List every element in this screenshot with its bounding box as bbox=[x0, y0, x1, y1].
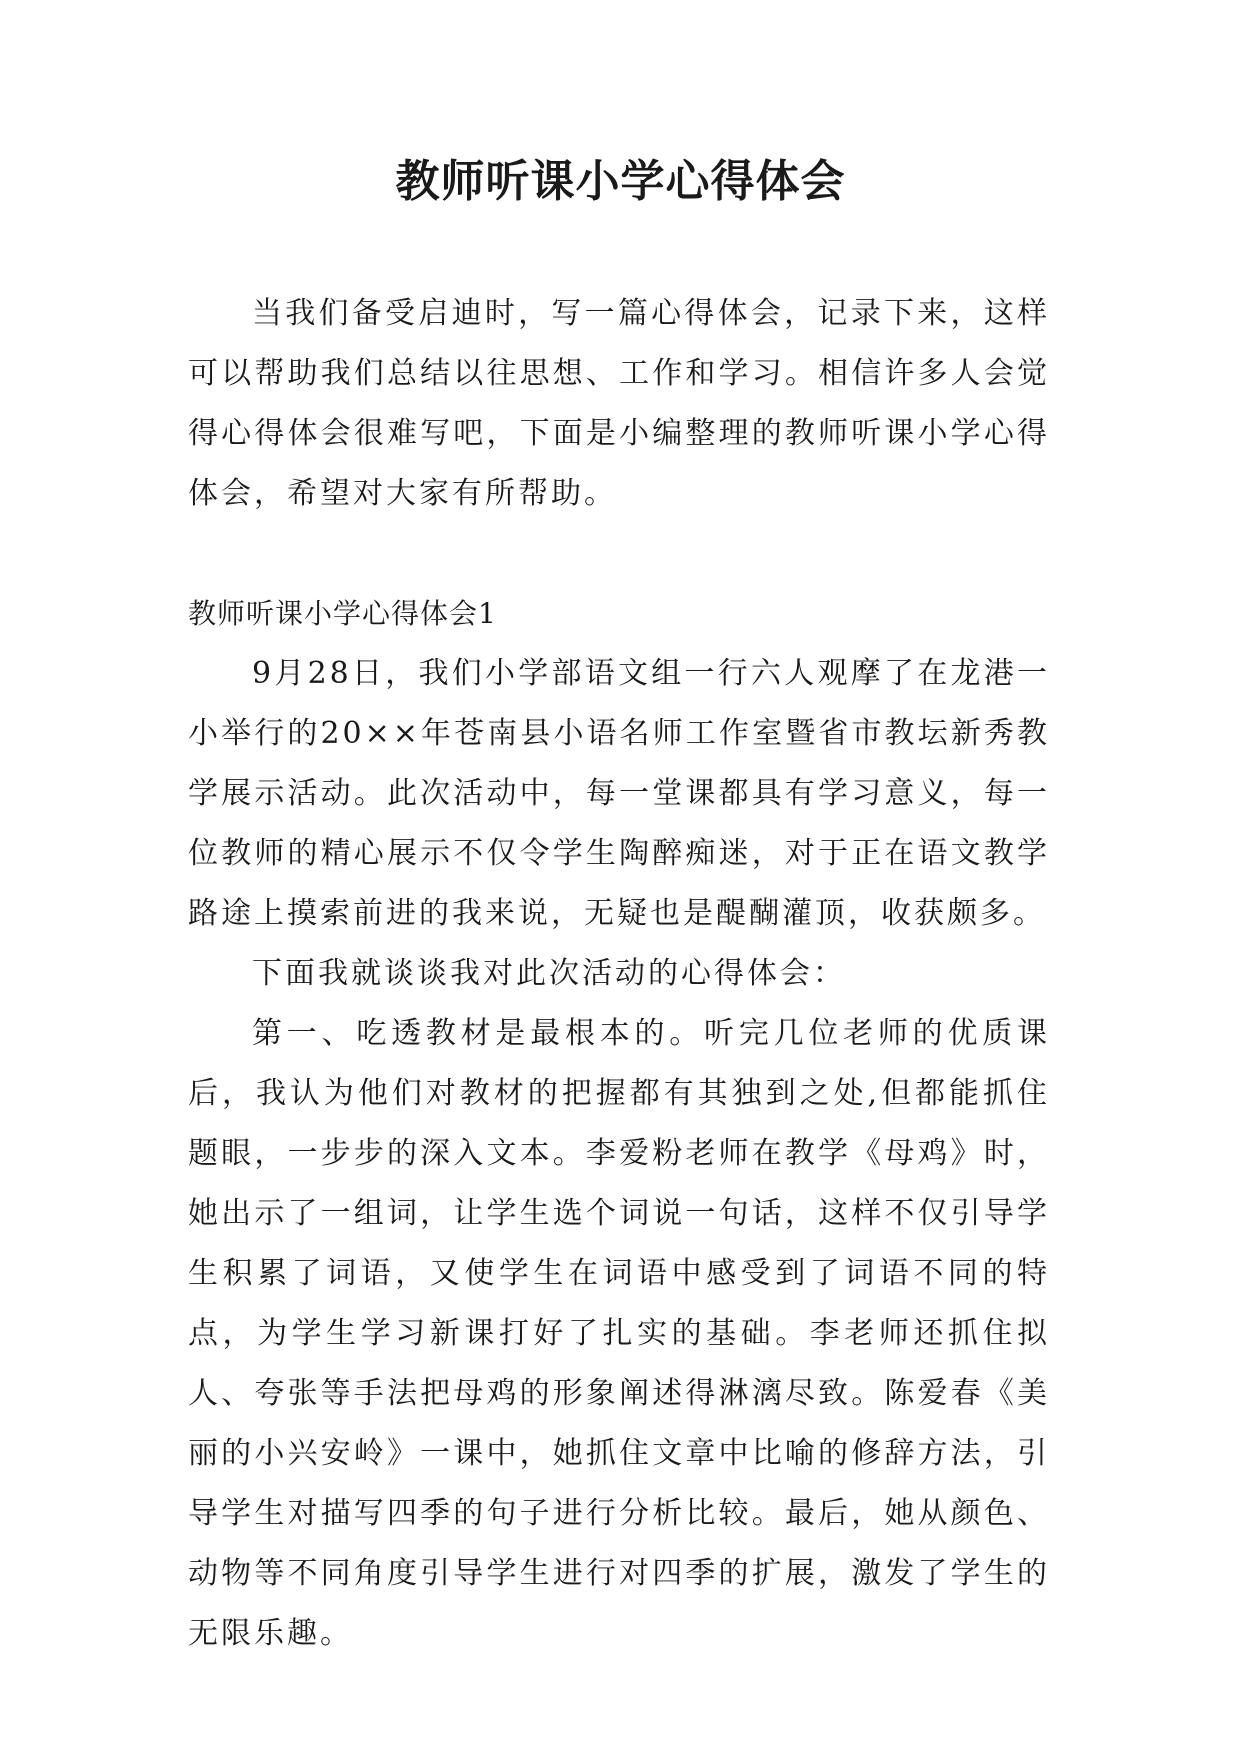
intro-paragraph: 当我们备受启迪时，写一篇心得体会，记录下来，这样可以帮助我们总结以往思想、工作和学习。相信许多人会觉得心得体会很难写吧，下面是小编整理的教师听课小学心得体会，希望对大家有所帮助。 bbox=[188, 296, 1050, 511]
section-heading: 教师听课小学心得体会1 bbox=[188, 597, 497, 630]
body-paragraph-2: 下面我就谈谈我对此次活动的心得体会： bbox=[252, 956, 846, 991]
body-paragraph-1: 9月28日，我们小学部语文组一行六人观摩了在龙港一小举行的20××年苍南县小语名师工作室暨省市教坛新秀教学展示活动。此次活动中，每一堂课都具有学习意义，每一位教师的精心展示不仅令学生陶醉痴迷，对于正在语文教学路途上摸索前进的我来说，无疑也是醍醐灌顶，收获颇多。 bbox=[188, 656, 1050, 931]
document-title: 教师听课小学心得体会 bbox=[395, 156, 846, 207]
body-paragraph-3: 第一、吃透教材是最根本的。听完几位老师的优质课后，我认为他们对教材的把握都有其独到之处,但都能抓住题眼，一步步的深入文本。李爱粉老师在教学《母鸡》时，她出示了一组词，让学生选个词说一句话，这样不仅引导学生积累了词语，又使学生在词语中感受到了词语不同的特点，为学生学习新课打好了扎实的基础。李老师还抓住拟人、夸张等手法把母鸡的形象阐述得淋漓尽致。陈爱春《美丽的小兴安岭》一课中，她抓住文章中比喻的修辞方法，引导学生对描写四季的句子进行分析比较。最后，她从颜色、动物等不同角度引导学生进行对四季的扩展，激发了学生的无限乐趣。 bbox=[188, 1016, 1050, 1651]
document-body bbox=[188, 284, 1050, 1664]
